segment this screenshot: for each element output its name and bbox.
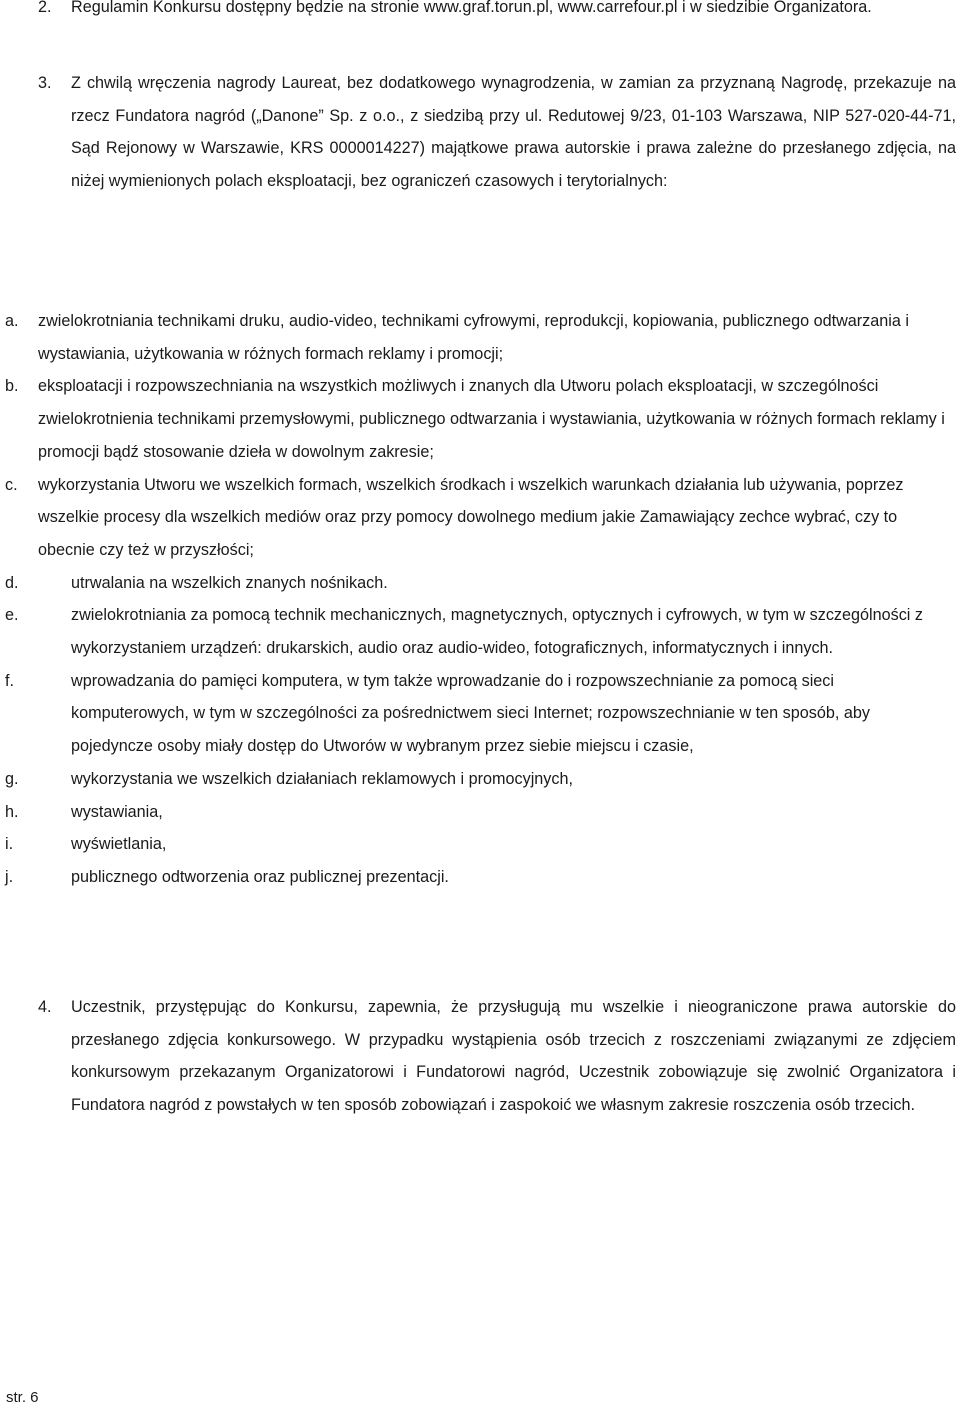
list-item [0,861,956,894]
list-text: eksploatacji i rozpowszechniania na wszystkich możliwych i znanych dla Utworu polach eksploatacji, w szczególności zwielokrotnienia technikami przemysłowymi, publicznego odtwarzania i wystawiania, użytkowania w różnych formach reklamy i promocji bądź stosowanie dzieła w dowolnym zakresie; [38,377,945,461]
exploitation-fields-list [0,305,956,894]
item-number: 4. [38,998,52,1016]
list-text: wprowadzania do pamięci komputera, w tym także wprowadzanie do i rozpowszechnianie za pomocą sieci komputerowych, w tym w szczególności za pośrednictwem sieci Internet; rozpowszechnianie w ten sposób, aby pojedyncze osoby miały dostęp do Utworów w wybranym przez siebie miejscu i czasie, [71,671,870,756]
list-text: wyświetlania, [71,835,167,854]
item-text: Regulamin Konkursu dostępny będzie na stronie www.graf.torun.pl, www.carrefour.pl i w siedzibie Organizatora. [71,0,872,16]
list-item [0,599,956,664]
list-item [0,828,956,861]
list-text: wystawiania, [71,802,163,821]
list-item [0,567,956,600]
list-text: wykorzystania we wszelkich działaniach reklamowych i promocyjnych, [71,769,573,788]
list-text: publicznego odtworzenia oraz publicznej prezentacji. [71,867,449,886]
numbered-item-3 [38,67,956,197]
list-item [0,370,956,468]
numbered-item-4 [38,991,956,1121]
item-number: 2. [38,0,52,16]
list-letter: i. [5,835,14,854]
list-letter: h. [5,802,19,821]
item-number: 3. [38,74,52,92]
list-item [0,665,956,763]
numbered-item-2 [38,0,956,24]
list-item [0,305,956,370]
list-text: zwielokrotniania technikami druku, audio-video, technikami cyfrowymi, reprodukcji, kopiowania, publicznego odtwarzania i wystawiania, użytkowania w różnych formach reklamy i promocji; [38,312,909,363]
list-letter: d. [5,573,19,592]
list-letter: c. [5,475,18,494]
list-letter: j. [5,867,14,886]
page-number: str. 6 [6,1389,39,1406]
list-letter: a. [5,312,19,330]
list-letter: f. [5,671,14,690]
list-letter: b. [5,377,19,396]
list-item [0,796,956,829]
list-text: utrwalania na wszelkich znanych nośnikach. [71,573,388,592]
list-item [0,763,956,796]
list-text: wykorzystania Utworu we wszelkich formach, wszelkich środkach i wszelkich warunkach działania lub używania, poprzez wszelkie procesy dla wszelkich mediów oraz przy pomocy dowolnego medium jakie Zamawiający zechce wybrać, czy to obecnie czy też w przyszłości; [38,475,904,559]
item-text: Uczestnik, przystępując do Konkursu, zapewnia, że przysługują mu wszelkie i nieograniczone prawa autorskie do przesłanego zdjęcia konkursowego. W przypadku wystąpienia osób trzecich z roszczeniami związanymi ze zdjęciem konkursowym przekazanym Organizatorowi i Fundatorowi nagród, Uczestnik zobowiązuje się zwolnić Organizatora i Fundatora nagród z powstałych w ten sposób zobowiązań i zaspokoić we własnym zakresie roszczenia osób trzecich. [71,998,956,1114]
list-letter: e. [5,606,19,625]
list-letter: g. [5,769,19,788]
list-item [0,469,956,567]
list-text: zwielokrotniania za pomocą technik mechanicznych, magnetycznych, optycznych i cyfrowych, w tym w szczególności z wykorzystaniem urządzeń: drukarskich, audio oraz audio-wideo, fotograficznych, informatycznych i innych. [71,606,923,658]
item-text: Z chwilą wręczenia nagrody Laureat, bez dodatkowego wynagrodzenia, w zamian za przyznaną Nagrodę, przekazuje na rzecz Fundatora nagród („Danone” Sp. z o.o., z siedzibą przy ul. Redutowej 9/23, 01-103 Warszawa, NIP 527-020-44-71, Sąd Rejonowy w Warszawie, KRS 0000014227) majątkowe prawa autorskie i prawa zależne do przesłanego zdjęcia, na niżej wymienionych polach eksploatacji, bez ograniczeń czasowych i terytorialnych: [71,74,956,190]
